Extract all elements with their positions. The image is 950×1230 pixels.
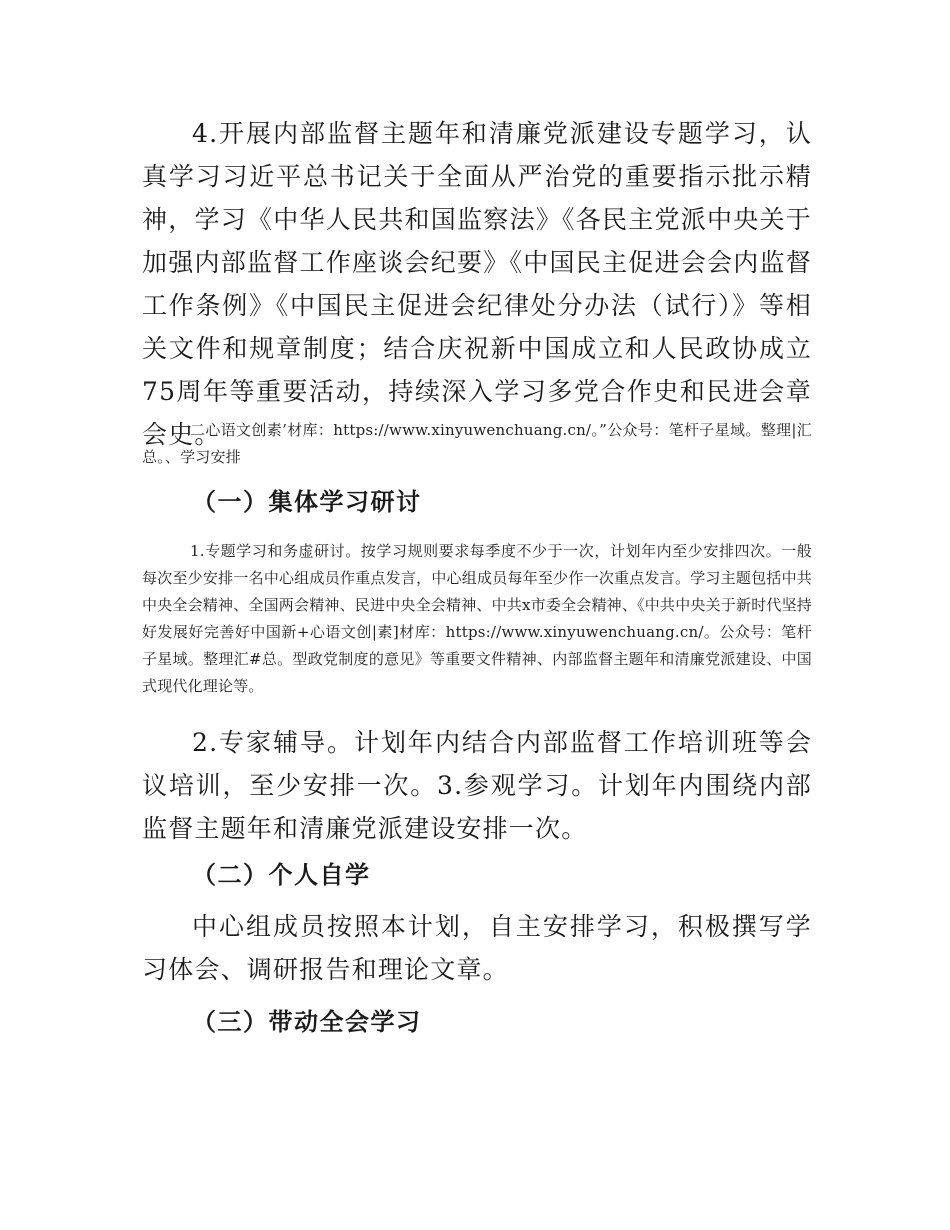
heading-collective-study: （一）集体学习研讨 (192, 487, 422, 516)
heading-lead-study: （三）带动全会学习 (192, 1007, 422, 1036)
watermark-note: 二心语文创素’材库：https://www.xinyuwenchuang.cn/。”公众号：笔杆子星域。整理|汇总。、学习安排 (142, 421, 812, 466)
paragraph-self-study: 中心组成员按照本计划，自主安排学习，积极撰写学习体会、调研报告和理论文章。 (142, 912, 812, 984)
paragraph-internal-supervision-study: 4.开展内部监督主题年和清廉党派建设专题学习，认真学习习近平总书记关于全面从严治党的重要指示批示精神，学习《中华人民共和国监察法》《各民主党派中央关于加强内部监督工作座谈会纪要》《中国民主促进会会内监督工作条例》《中国民主促进会纪律处分办法（试行）》等相关文件和规章制度；结合庆祝新中国成立和人民政协成立75周年等重要活动，持续深入学习多党合作史和民进会章会史。 (142, 119, 812, 449)
paragraph-expert-guidance: 2.专家辅导。计划年内结合内部监督工作培训班等会议培训，至少安排一次。3.参观学习。计划年内围绕内部监督主题年和清廉党派建设安排一次。 (142, 728, 812, 843)
heading-self-study: （二）个人自学 (192, 860, 371, 889)
paragraph-topic-study: 1.专题学习和务虚研讨。按学习规则要求每季度不少于一次，计划年内至少安排四次。一般每次至少安排一名中心组成员作重点发言，中心组成员每年至少作一次重点发言。学习主题包括中共中央全会精神、全国两会精神、民进中央全会精神、中共x市委全会精神、《中共中央关于新时代坚持好发展好完善好中国新+心语文创|素]材库：https://www.xinyuwenchuang.cn/。公众号：笔杆子星域。整理汇#总。型政党制度的意见》等重要文件精神、内部监督主题年和清廉党派建设、中国式现代化理论等。 (142, 542, 812, 695)
